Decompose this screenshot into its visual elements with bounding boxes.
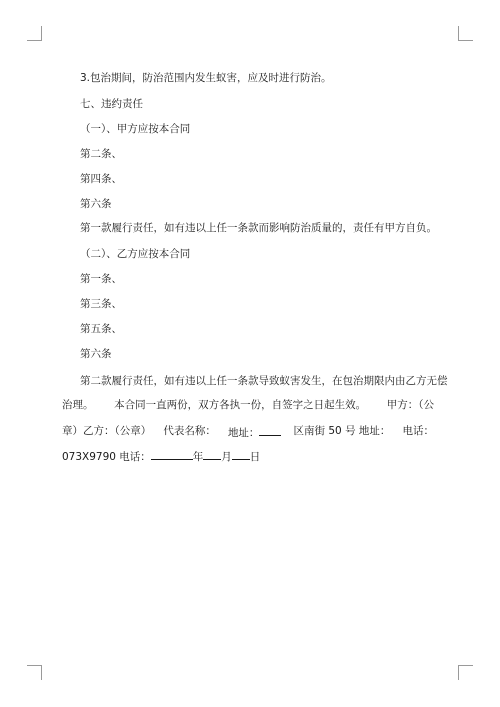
item-article-6-b: 第六条 xyxy=(80,348,112,360)
para-clause-3: 3.包治期间，防治范围内发生蚁害，应及时进行防治。 xyxy=(80,72,332,84)
blank-line xyxy=(259,424,281,436)
text-address-value: 区南街 50 号 地址： xyxy=(293,425,391,437)
text-contract-copies: 本合同一直两份，双方各执一份，自签字之日起生效。 xyxy=(114,399,367,411)
text-party-a-seal: 甲方：（公 xyxy=(386,399,434,411)
crop-mark-top-left xyxy=(27,26,42,41)
item-article-5: 第五条、 xyxy=(80,323,122,335)
crop-mark-top-right xyxy=(458,26,473,41)
item-article-2: 第二条、 xyxy=(80,148,122,160)
crop-mark-bottom-right xyxy=(458,665,473,680)
text-phone-number: 073X9790 电话： xyxy=(62,451,151,463)
item-article-1: 第一条、 xyxy=(80,273,122,285)
para-party-b-liability: 第二款履行责任，如有违以上任一条款导致蚁害发生，在包治期限内由乙方无偿 xyxy=(80,375,448,387)
blank-line xyxy=(151,448,193,460)
section-party-b: （二）、乙方应按本合同 xyxy=(80,248,191,260)
text-day: 日 xyxy=(249,451,261,463)
item-article-4: 第四条、 xyxy=(80,173,122,185)
item-article-3: 第三条、 xyxy=(80,298,122,310)
blank-line xyxy=(203,448,221,460)
text-address-label: 地址： xyxy=(228,424,282,440)
para-party-a-liability: 第一款履行责任，如有违以上任一条款而影响防治质量的，责任有甲方自负。 xyxy=(80,222,437,234)
text-representative: 代表名称： xyxy=(163,425,216,437)
para-wrap-row-3 xyxy=(62,448,260,464)
crop-mark-bottom-left xyxy=(27,665,42,680)
text-phone-label: 电话： xyxy=(402,425,434,437)
para-wrap-row-1 xyxy=(62,398,434,412)
heading-breach-liability: 七、违约责任 xyxy=(80,98,143,110)
section-party-a: （一）、甲方应按本合同 xyxy=(80,123,191,135)
text-treatment: 治理。 xyxy=(62,399,94,411)
blank-line xyxy=(232,448,250,460)
text-month: 月 xyxy=(221,451,232,463)
text-year: 年 xyxy=(192,451,204,463)
text-party-b-seal: 章）乙方：（公章） xyxy=(62,425,152,437)
item-article-6-a: 第六条 xyxy=(80,198,112,210)
para-wrap-row-2 xyxy=(62,424,434,440)
